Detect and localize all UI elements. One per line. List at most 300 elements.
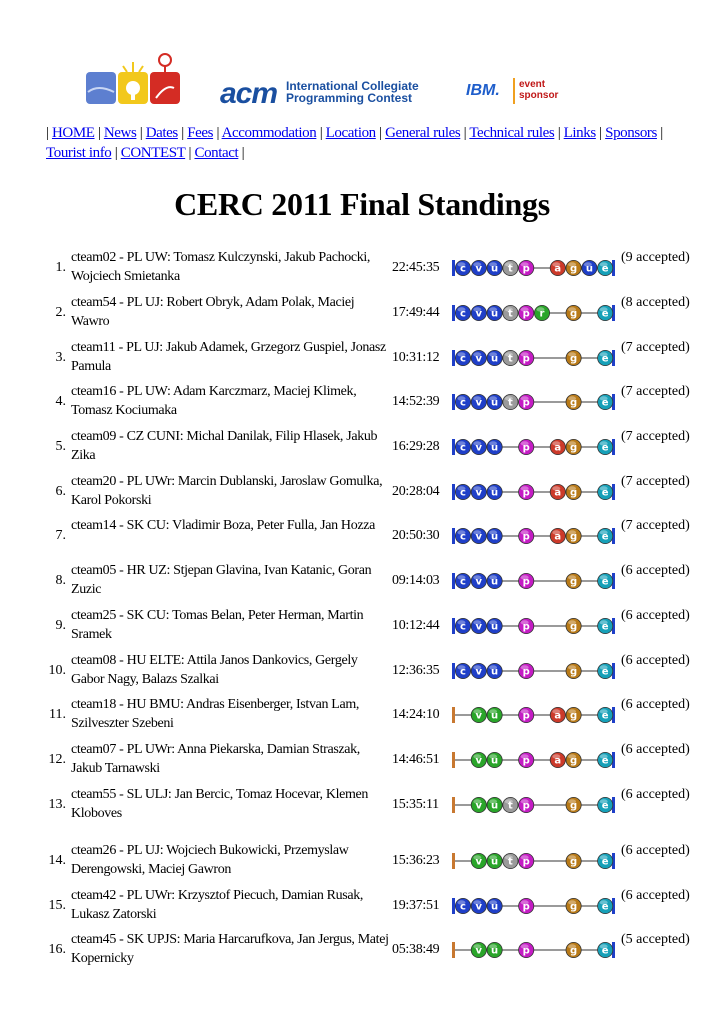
penalty-time: 10:31:12 [392,350,440,365]
svg-text:p: p [522,531,530,543]
problem-u-badge [487,942,502,957]
bar-left-bracket [452,898,455,914]
problem-u-badge [487,853,502,868]
team-name: cteam18 - HU BMU: Andras Eisenberger, Istvan Lam, Szilveszter Szebeni [71,697,360,731]
problem-g-badge [566,898,581,913]
problem-u-badge [487,305,502,320]
svg-text:u: u [491,397,499,409]
problem-status-bar [452,706,616,724]
problem-g-badge [566,618,581,633]
ibm-line-2: sponsor [519,90,559,101]
svg-text:g: g [570,800,578,812]
problem-u-badge [487,350,502,365]
penalty-time: 15:36:23 [392,853,440,868]
accepted-count: (6 accepted) [621,843,690,858]
table-row [0,740,724,784]
rank: 7. [55,528,66,543]
problem-e-badge [598,305,613,320]
svg-text:e: e [601,755,609,767]
svg-text:c: c [460,263,466,275]
problem-status-bar [452,349,616,367]
problem-p-badge [519,853,534,868]
problem-v-badge [471,260,486,275]
svg-text:g: g [570,442,578,454]
penalty-time: 14:46:51 [392,752,440,767]
team-name: cteam08 - HU ELTE: Attila Janos Dankovics, Gergely Gabor Nagy, Balazs Szalkai [71,653,358,687]
penalty-time: 16:29:28 [392,439,440,454]
problem-u-badge [487,797,502,812]
problem-v-badge [471,573,486,588]
svg-text:u: u [491,945,499,957]
svg-text:a: a [554,755,562,767]
problem-p-badge [519,439,534,454]
problem-g-badge [566,942,581,957]
svg-text:g: g [570,621,578,633]
svg-text:e: e [601,710,609,722]
main-navigation: | HOME | News | Dates | Fees | Accommodation | Location | General rules | Technical rules | Links | Sponsors | Tourist info | CONTEST | Contact | [46,125,663,161]
rank: 1. [55,260,66,275]
problem-v-badge [471,898,486,913]
bar-left-bracket [452,618,455,634]
svg-text:e: e [601,487,609,499]
nav-link-location[interactable]: Location [325,125,376,141]
svg-text:g: g [570,945,578,957]
problem-e-badge [598,484,613,499]
nav-link-general-rules[interactable]: General rules [385,125,461,141]
problem-v-badge [471,618,486,633]
svg-text:g: g [570,263,578,275]
bar-left-bracket [452,484,455,500]
header [0,50,724,112]
svg-text:t: t [508,397,513,409]
svg-text:c: c [460,901,466,913]
problem-status-bar [452,393,616,411]
problem-status-bar [452,304,616,322]
svg-text:p: p [522,755,530,767]
svg-text:e: e [601,856,609,868]
bar-left-bracket [452,439,455,455]
svg-text:e: e [601,531,609,543]
problem-u-badge [487,484,502,499]
table-row [0,382,724,426]
svg-text:u: u [491,263,499,275]
svg-text:c: c [460,666,466,678]
penalty-time: 09:14:03 [392,573,440,588]
svg-text:u: u [491,621,499,633]
table-row [0,930,724,974]
accepted-count: (6 accepted) [621,653,690,668]
svg-text:u: u [491,710,499,722]
penalty-time: 14:52:39 [392,394,440,409]
problem-u-badge [582,260,597,275]
problem-c-badge [455,898,470,913]
svg-text:a: a [554,263,562,275]
problem-g-badge [566,853,581,868]
cerc-logo [82,52,186,110]
svg-text:p: p [522,800,530,812]
svg-text:u: u [491,800,499,812]
nav-link-technical-rules[interactable]: Technical rules [469,125,555,141]
problem-p-badge [519,484,534,499]
bar-left-bracket [452,942,455,958]
bar-left-bracket [452,350,455,366]
problem-u-badge [487,439,502,454]
problem-c-badge [455,394,470,409]
svg-text:v: v [475,710,483,722]
svg-text:v: v [475,353,483,365]
ibm-divider [513,78,515,104]
bar-left-bracket [452,260,455,276]
rank: 16. [48,942,66,957]
problem-t-badge [503,853,518,868]
problem-c-badge [455,350,470,365]
svg-text:g: g [570,531,578,543]
rank: 3. [55,350,66,365]
team-name: cteam02 - PL UW: Tomasz Kulczynski, Jakub Pachocki, Wojciech Smietanka [71,250,371,284]
problem-a-badge [550,260,565,275]
nav-link-links[interactable]: Links [563,125,596,141]
problem-p-badge [519,898,534,913]
nav-link-accommodation[interactable]: Accommodation [221,125,317,141]
nav-link-fees[interactable]: Fees [187,125,214,141]
table-row [0,248,724,292]
bar-left-bracket [452,853,455,869]
problem-g-badge [566,528,581,543]
accepted-count: (6 accepted) [621,563,690,578]
problem-t-badge [503,394,518,409]
problem-u-badge [487,260,502,275]
problem-e-badge [598,260,613,275]
rank: 9. [55,618,66,633]
problem-g-badge [566,663,581,678]
problem-e-badge [598,394,613,409]
problem-g-badge [566,484,581,499]
nav-link-contest[interactable]: CONTEST [120,145,186,161]
nav-link-news[interactable]: News [103,125,137,141]
problem-v-badge [471,797,486,812]
team-name: cteam54 - PL UJ: Robert Obryk, Adam Polak, Maciej Wawro [71,295,355,329]
rank: 10. [48,663,66,678]
svg-text:t: t [508,308,513,320]
problem-status-bar [452,617,616,635]
problem-e-badge [598,618,613,633]
svg-text:g: g [570,755,578,767]
problem-p-badge [519,528,534,543]
svg-text:u: u [491,442,499,454]
problem-g-badge [566,707,581,722]
svg-text:e: e [601,576,609,588]
accepted-count: (5 accepted) [621,932,690,947]
svg-text:a: a [554,487,562,499]
svg-text:p: p [522,442,530,454]
team-name: cteam45 - SK UPJS: Maria Harcarufkova, Jan Jergus, Matej Kopernicky [71,932,389,966]
svg-text:u: u [491,755,499,767]
accepted-count: (9 accepted) [621,250,690,265]
table-row [0,338,724,382]
accepted-count: (7 accepted) [621,340,690,355]
svg-text:u: u [585,263,593,275]
svg-text:c: c [460,397,466,409]
problem-v-badge [471,707,486,722]
problem-t-badge [503,305,518,320]
problem-v-badge [471,394,486,409]
problem-e-badge [598,439,613,454]
nav-link-home[interactable]: HOME [51,125,95,141]
team-name: cteam09 - CZ CUNI: Michal Danilak, Filip Hlasek, Jakub Zika [71,429,378,463]
team-name: cteam25 - SK CU: Tomas Belan, Peter Herman, Martin Sramek [71,608,364,642]
nav-link-sponsors[interactable]: Sponsors [605,125,657,141]
svg-text:e: e [601,397,609,409]
problem-g-badge [566,305,581,320]
svg-text:u: u [491,856,499,868]
svg-text:e: e [601,666,609,678]
svg-text:r: r [539,308,545,320]
problem-e-badge [598,573,613,588]
problem-c-badge [455,305,470,320]
problem-r-badge [534,305,549,320]
acm-wordmark: acm [220,77,278,110]
problem-status-bar [452,751,616,769]
svg-text:v: v [475,856,483,868]
svg-text:p: p [522,308,530,320]
bar-left-bracket [452,797,455,813]
svg-text:p: p [522,263,530,275]
svg-text:v: v [475,531,483,543]
rank: 11. [49,707,66,722]
problem-c-badge [455,663,470,678]
problem-status-bar [452,662,616,680]
table-row [0,785,724,829]
problem-a-badge [550,528,565,543]
problem-p-badge [519,618,534,633]
problem-a-badge [550,752,565,767]
bar-left-bracket [452,663,455,679]
svg-text:c: c [460,487,466,499]
svg-text:a: a [554,442,562,454]
problem-g-badge [566,797,581,812]
rank: 15. [48,898,66,913]
svg-text:v: v [475,666,483,678]
svg-text:g: g [570,856,578,868]
svg-text:e: e [601,621,609,633]
problem-u-badge [487,618,502,633]
svg-text:t: t [508,800,513,812]
table-row [0,561,724,605]
problem-status-bar [452,438,616,456]
team-name: cteam20 - PL UWr: Marcin Dublanski, Jaroslaw Gomulka, Karol Pokorski [71,474,383,508]
problem-c-badge [455,439,470,454]
problem-e-badge [598,350,613,365]
penalty-time: 19:37:51 [392,898,440,913]
svg-text:p: p [522,666,530,678]
svg-text:c: c [460,308,466,320]
bar-left-bracket [452,305,455,321]
problem-g-badge [566,573,581,588]
problem-status-bar [452,941,616,959]
team-name: cteam26 - PL UJ: Wojciech Bukowicki, Przemyslaw Derengowski, Maciej Gawron [71,843,349,877]
svg-text:p: p [522,621,530,633]
svg-text:u: u [491,487,499,499]
problem-status-bar [452,572,616,590]
penalty-time: 20:28:04 [392,484,440,499]
bar-left-bracket [452,752,455,768]
problem-v-badge [471,942,486,957]
acm-line-2: Programming Contest [286,91,413,105]
problem-e-badge [598,797,613,812]
svg-text:e: e [601,263,609,275]
penalty-time: 14:24:10 [392,707,440,722]
table-row [0,606,724,650]
accepted-count: (6 accepted) [621,697,690,712]
svg-text:p: p [522,710,530,722]
page-title: CERC 2011 Final Standings [174,186,550,222]
svg-text:g: g [570,576,578,588]
svg-text:e: e [601,901,609,913]
svg-text:v: v [475,308,483,320]
acm-subtitle [286,80,419,104]
team-name: cteam55 - SL ULJ: Jan Bercic, Tomaz Hocevar, Klemen Kloboves [71,787,369,821]
problem-g-badge [566,350,581,365]
nav-link-contact[interactable]: Contact [194,145,239,161]
problem-p-badge [519,752,534,767]
svg-text:a: a [554,531,562,543]
rank: 13. [48,797,66,812]
problem-v-badge [471,350,486,365]
problem-p-badge [519,260,534,275]
svg-text:c: c [460,531,466,543]
penalty-time: 12:36:35 [392,663,440,678]
problem-u-badge [487,752,502,767]
svg-text:e: e [601,353,609,365]
rank: 5. [55,439,66,454]
problem-e-badge [598,942,613,957]
accepted-count: (6 accepted) [621,608,690,623]
svg-text:e: e [601,308,609,320]
accepted-count: (7 accepted) [621,474,690,489]
svg-text:g: g [570,710,578,722]
table-row [0,516,724,560]
rank: 2. [55,305,66,320]
svg-text:c: c [460,353,466,365]
svg-text:e: e [601,800,609,812]
problem-e-badge [598,663,613,678]
table-row [0,651,724,695]
problem-t-badge [503,797,518,812]
team-name: cteam07 - PL UWr: Anna Piekarska, Damian Straszak, Jakub Tarnawski [71,742,360,776]
problem-p-badge [519,394,534,409]
svg-text:a: a [554,710,562,722]
accepted-count: (8 accepted) [621,295,690,310]
penalty-time: 22:45:35 [392,260,440,275]
svg-text:t: t [508,353,513,365]
problem-p-badge [519,707,534,722]
svg-text:v: v [475,442,483,454]
table-row [0,293,724,337]
problem-v-badge [471,528,486,543]
problem-t-badge [503,350,518,365]
svg-text:p: p [522,576,530,588]
svg-text:g: g [570,666,578,678]
nav-link-dates[interactable]: Dates [145,125,178,141]
problem-u-badge [487,898,502,913]
bar-left-bracket [452,707,455,723]
accepted-count: (7 accepted) [621,384,690,399]
rank: 12. [48,752,66,767]
problem-v-badge [471,439,486,454]
svg-text:u: u [491,531,499,543]
problem-a-badge [550,707,565,722]
svg-text:e: e [601,945,609,957]
svg-text:u: u [491,666,499,678]
problem-e-badge [598,898,613,913]
problem-g-badge [566,439,581,454]
svg-text:v: v [475,755,483,767]
penalty-time: 10:12:44 [392,618,440,633]
problem-c-badge [455,573,470,588]
accepted-count: (6 accepted) [621,742,690,757]
penalty-time: 17:49:44 [392,305,440,320]
svg-text:p: p [522,856,530,868]
problem-a-badge [550,439,565,454]
svg-text:g: g [570,353,578,365]
team-name: cteam11 - PL UJ: Jakub Adamek, Grzegorz Guspiel, Jonasz Pamula [71,340,386,374]
team-name: cteam42 - PL UWr: Krzysztof Piecuch, Damian Rusak, Lukasz Zatorski [71,888,364,922]
table-row [0,427,724,471]
problem-c-badge [455,618,470,633]
problem-u-badge [487,394,502,409]
problem-status-bar [452,483,616,501]
problem-u-badge [487,707,502,722]
svg-text:u: u [491,576,499,588]
team-name: cteam16 - PL UW: Adam Karczmarz, Maciej Klimek, Tomasz Kociumaka [71,384,357,418]
svg-text:v: v [475,901,483,913]
svg-text:u: u [491,308,499,320]
penalty-time: 15:35:11 [392,797,439,812]
svg-text:p: p [522,945,530,957]
bar-left-bracket [452,573,455,589]
problem-g-badge [566,260,581,275]
problem-status-bar [452,527,616,545]
svg-text:e: e [601,442,609,454]
svg-text:p: p [522,397,530,409]
svg-text:p: p [522,901,530,913]
problem-u-badge [487,528,502,543]
svg-text:t: t [508,856,513,868]
problem-v-badge [471,305,486,320]
svg-text:g: g [570,308,578,320]
problem-p-badge [519,942,534,957]
problem-e-badge [598,853,613,868]
problem-p-badge [519,797,534,812]
svg-text:v: v [475,397,483,409]
nav-link-tourist-info[interactable]: Tourist info [46,145,112,161]
problem-p-badge [519,663,534,678]
problem-status-bar [452,852,616,870]
team-name: cteam14 - SK CU: Vladimir Boza, Peter Fulla, Jan Hozza [71,518,375,533]
svg-text:v: v [475,800,483,812]
ibm-line-1: event [519,79,546,90]
svg-text:v: v [475,263,483,275]
problem-a-badge [550,484,565,499]
table-row [0,886,724,930]
rank: 8. [55,573,66,588]
problem-g-badge [566,752,581,767]
problem-status-bar [452,259,616,277]
problem-e-badge [598,528,613,543]
problem-p-badge [519,573,534,588]
penalty-time: 05:38:49 [392,942,440,957]
problem-status-bar [452,796,616,814]
